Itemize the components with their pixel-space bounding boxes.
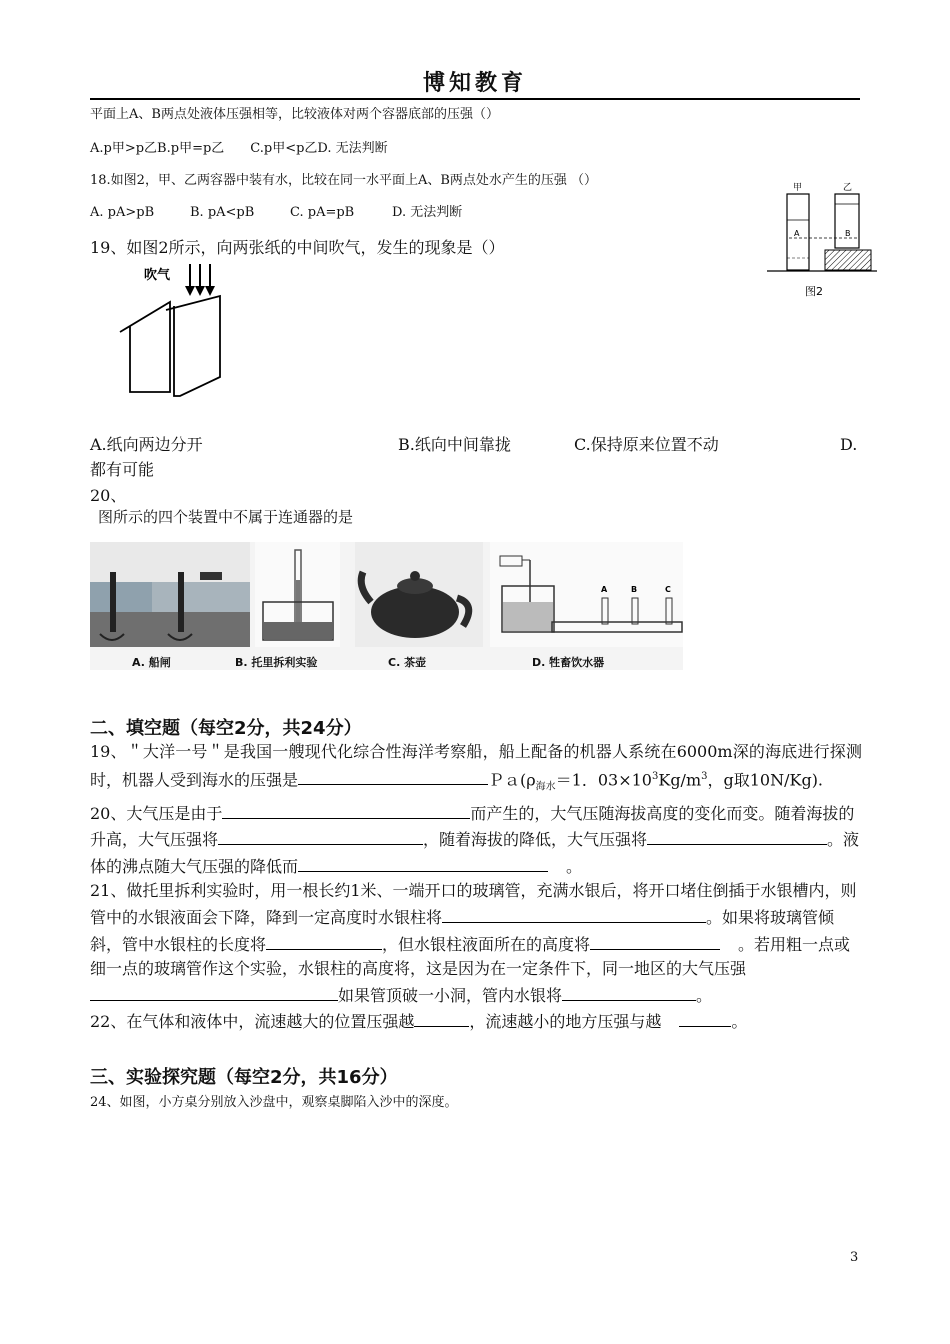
figure-d-label-a: A [601, 585, 608, 594]
s2-q20-blank-3[interactable] [647, 826, 741, 845]
section-2-question-20 [90, 800, 862, 880]
section-2-question-19 [90, 740, 862, 800]
s2-q22-blank-1[interactable] [414, 1008, 469, 1027]
question-19-option-b: B.纸向中间靠拢 [398, 435, 511, 454]
header-divider [90, 98, 860, 100]
figure-2-label-jia: 甲 [793, 183, 803, 193]
figure-a-ship-lock [90, 542, 250, 647]
s2-q21-blank-2[interactable] [266, 931, 382, 950]
question-19-option-d: D. [840, 435, 858, 454]
figure-2-label-yi: 乙 [843, 183, 853, 193]
s2-q19-part1: 19、＂大洋一号＂是我国一艘现代化综合性海洋考察船，船上配备的机器人系统在6000m深的海底进行探测时，机器人受到海水的压强是 [90, 742, 862, 789]
question-19-option-a: A.纸向两边分开 [90, 435, 203, 454]
s2-q19-sup: 3 [651, 770, 659, 782]
s2-q21-part6: 。 [696, 985, 713, 1005]
figure-2-containers [765, 178, 880, 303]
s2-q19-part4: Kg/m [658, 769, 702, 789]
question-20-text: 图所示的四个装置中不属于连通器的是 [98, 508, 354, 526]
s2-q22-blank-2[interactable] [679, 1008, 731, 1027]
page-number: 3 [850, 1250, 859, 1265]
figure-blowing-paper [110, 262, 240, 402]
figure-caption-d: D. 牲畜饮水器 [532, 656, 605, 669]
s2-q20-part4: 。液体的沸点随大气压强的降低而 [90, 830, 860, 876]
question-19-tail: 都有可能 [90, 460, 155, 479]
s2-q21-part5: 如果管顶破一小洞，管内水银将 [338, 985, 563, 1005]
s2-q22-part1: 22、在气体和液体中，流速越大的位置压强越 [90, 1012, 415, 1032]
s2-q19-part3: ＝1．03×10 [555, 769, 652, 789]
s2-q21-blank-3[interactable] [590, 931, 720, 950]
s2-q22-part3: 。 [731, 1012, 748, 1032]
s2-q21-part2: 。如果将玻璃管倾斜，管中水银柱的长度将 [90, 908, 835, 954]
s2-q21-part4: 。若用粗一点或细一点的玻璃管作这个实验，水银柱的高度将，这是因为在一定条件下，同一地区的大气压强 [90, 934, 851, 979]
question-prev-options: A.p甲>p乙B.p甲=p乙 C.p甲<p乙D. 无法判断 [90, 141, 388, 156]
section-3-title: 三、实验探究题（每空2分，共16分） [90, 1067, 398, 1088]
section-2-question-22 [90, 1008, 862, 1035]
figure-c-teapot [355, 542, 483, 647]
page-header-title: 博知教育 [422, 71, 527, 96]
question-19-option-c: C.保持原来位置不动 [574, 435, 719, 454]
figure-2-caption: 图2 [805, 285, 823, 298]
question-18-option-d: D. 无法判断 [392, 205, 463, 220]
figure-d-label-b: B [631, 585, 638, 594]
s2-q21-blank-5[interactable] [562, 982, 696, 1001]
section-2-question-21 [90, 879, 862, 1008]
figure-caption-a: A. 船闸 [132, 656, 171, 669]
figure-2-label-a: A [794, 229, 800, 238]
question-19-text: 19、如图2所示，向两张纸的中间吹气，发生的现象是（） [90, 238, 505, 257]
s2-q19-part5: ，g取10N/Kg). [707, 769, 824, 789]
question-18-option-a: A. pA>pB [90, 205, 155, 220]
s2-q20-blank-2[interactable] [218, 826, 423, 845]
s2-q19-sup2: 3 [701, 770, 708, 782]
s2-q19-sub: 海水 [535, 781, 556, 793]
s2-q20-part3: ，随着海拔的降低，大气压强将 [423, 830, 648, 850]
section-3-question-24: 24、如图，小方桌分别放入沙盘中，观察桌脚陷入沙中的深度。 [90, 1095, 458, 1110]
s2-q19-blank-1[interactable] [298, 766, 488, 785]
s2-q20-part5: 。 [566, 856, 583, 876]
figure-caption-b: B. 托里拆利实验 [235, 656, 318, 669]
figure-d-label-c: C [665, 585, 671, 594]
figure-caption-c: C. 茶壶 [388, 656, 427, 669]
s2-q21-blank-1b[interactable] [692, 904, 706, 923]
s2-q20-part2: 而产生的，大气压随海拔高度的变化而变。随着海拔的升高，大气压强将 [90, 803, 855, 850]
s2-q21-blank-4[interactable] [90, 982, 338, 1001]
s2-q21-part3: ，但水银柱液面所在的高度将 [382, 934, 591, 954]
question-18-text: 18.如图2，甲、乙两容器中装有水，比较在同一水平面上A、B两点处水产生的压强 （） [90, 173, 598, 188]
figure-b-torricelli [255, 542, 340, 647]
s2-q20-blank-4[interactable] [298, 853, 548, 872]
s2-q20-blank-1[interactable] [222, 800, 470, 819]
s2-q21-blank-1[interactable] [442, 904, 692, 923]
question-18-option-b: B. pA<pB [190, 205, 255, 220]
question-prev-text: 平面上A、B两点处液体压强相等，比较液体对两个容器底部的压强（） [90, 107, 499, 122]
s2-q22-part2: ，流速越小的地方压强与越 [469, 1012, 662, 1032]
s2-q20-blank-3b[interactable] [741, 826, 827, 845]
figure-2-label-b: B [845, 229, 851, 238]
s2-q19-part2: Ｐａ(ρ [488, 769, 536, 789]
question-18-option-c: C. pA=pB [290, 205, 355, 220]
s2-q20-part1: 20、大气压是由于 [90, 803, 223, 823]
figure-blow-label: 吹气 [144, 268, 171, 283]
fill-in-block [90, 740, 862, 1035]
figure-connected-vessels [90, 542, 683, 670]
figure-d-water-dispenser [490, 542, 683, 647]
s2-q21-part1: 21、做托里拆利实验时，用一根长约1米、一端开口的玻璃管，充满水银后，将开口堵住倒插于水银槽内，则管中的水银液面会下降，降到一定高度时水银柱将 [90, 881, 857, 928]
section-2-title: 二、填空题（每空2分，共24分） [90, 718, 362, 739]
question-20-number: 20、 [90, 486, 127, 505]
